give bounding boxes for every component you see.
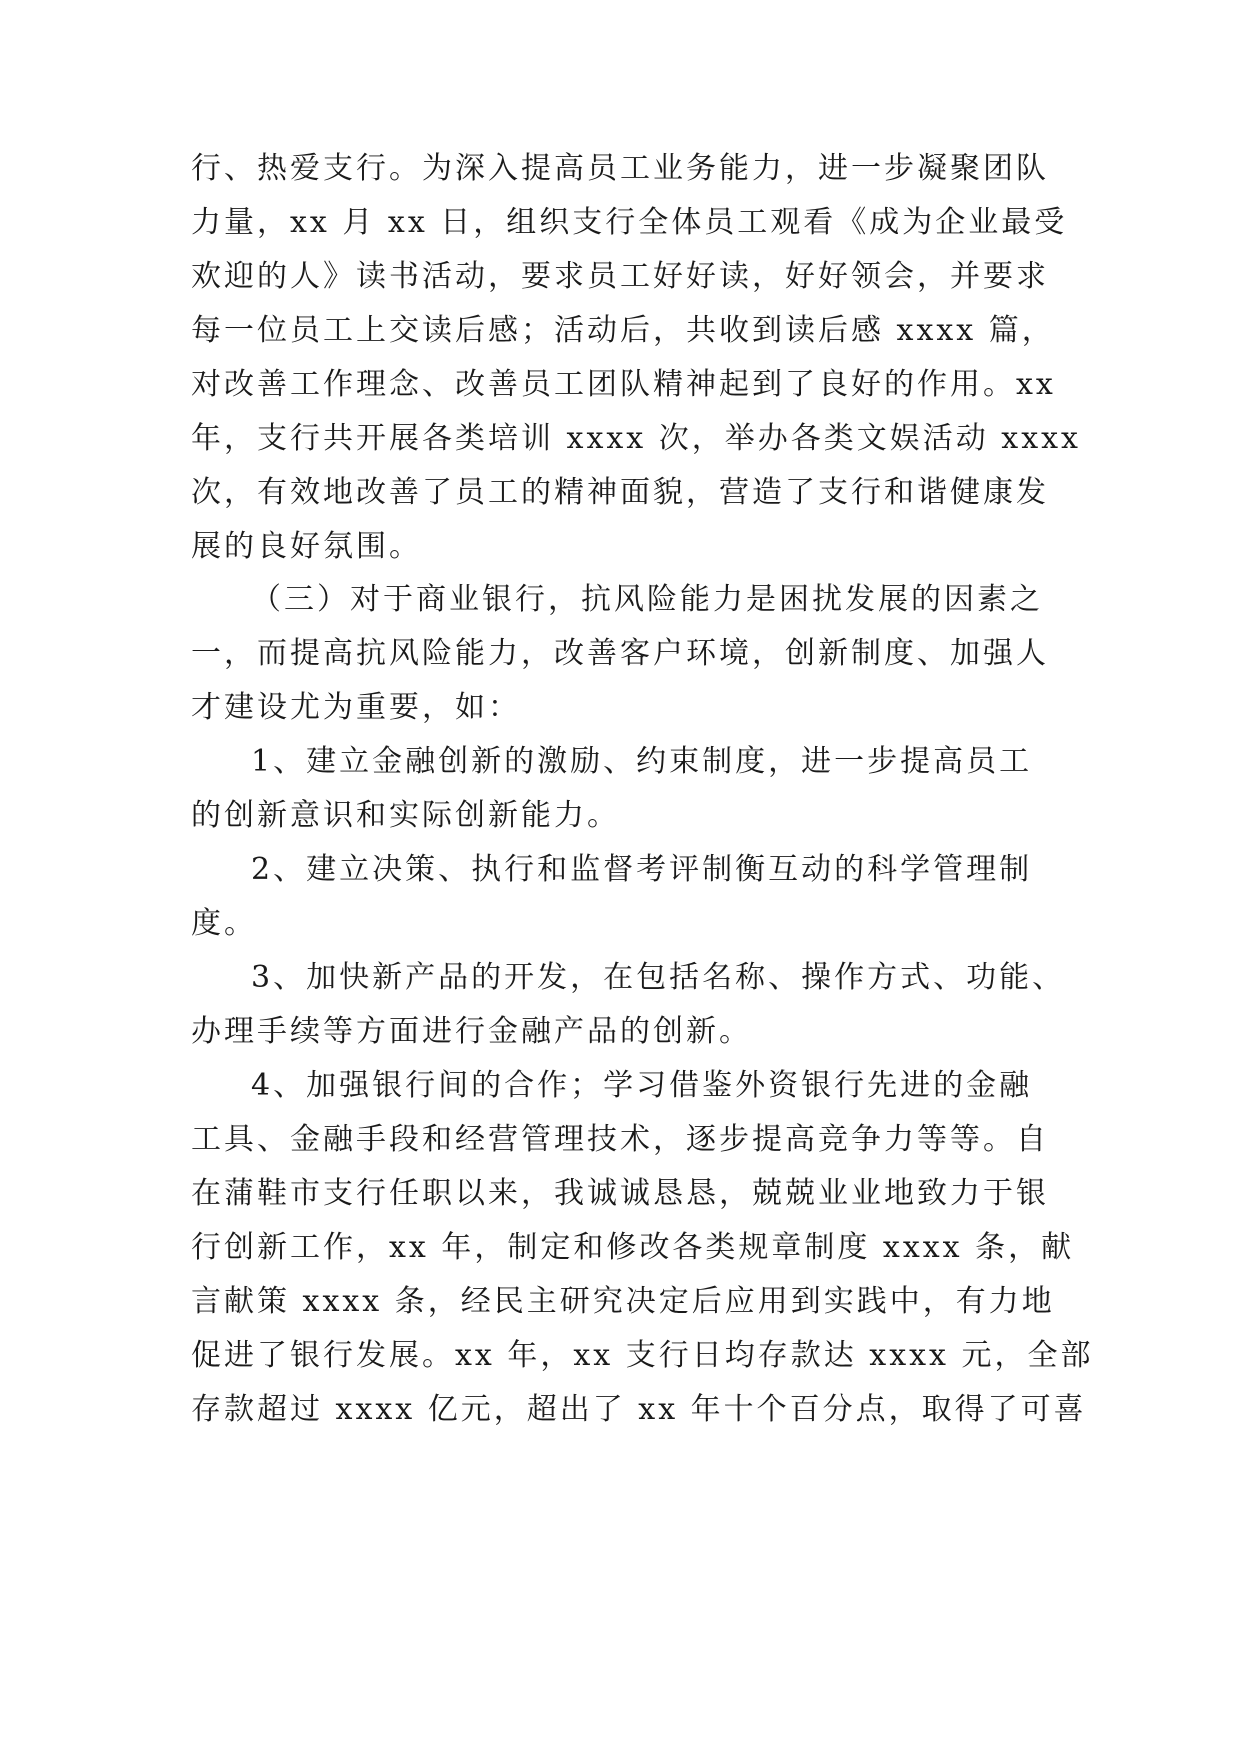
paragraph-line: 行创新工作，xx 年，制定和修改各类规章制度 xxxx 条，献 <box>191 1230 1075 1265</box>
paragraph-line: 对改善工作理念、改善员工团队精神起到了良好的作用。xx <box>191 367 1056 402</box>
paragraph-line: 才建设尤为重要，如： <box>191 690 521 725</box>
paragraph-line: 存款超过 xxxx 亿元，超出了 xx 年十个百分点，取得了可喜 <box>191 1392 1087 1427</box>
paragraph-line: 办理手续等方面进行金融产品的创新。 <box>191 1014 752 1049</box>
section-heading-line: （三）对于商业银行，抗风险能力是困扰发展的因素之 <box>251 582 1043 617</box>
list-item-4-line: 4、加强银行间的合作；学习借鉴外资银行先进的金融 <box>251 1068 1033 1103</box>
paragraph-line: 年，支行共开展各类培训 xxxx 次，举办各类文娱活动 xxxx <box>191 421 1081 456</box>
paragraph-line: 工具、金融手段和经营管理技术，逐步提高竞争力等等。自 <box>191 1122 1049 1157</box>
paragraph-line: 度。 <box>191 906 257 941</box>
paragraph-line: 的创新意识和实际创新能力。 <box>191 798 620 833</box>
paragraph-line: 一，而提高抗风险能力，改善客户环境，创新制度、加强人 <box>191 636 1049 671</box>
paragraph-line: 展的良好氛围。 <box>191 529 422 564</box>
list-item-3-line: 3、加快新产品的开发，在包括名称、操作方式、功能、 <box>251 960 1066 995</box>
list-item-1-line: 1、建立金融创新的激励、约束制度，进一步提高员工 <box>251 744 1033 779</box>
paragraph-line: 力量，xx 月 xx 日，组织支行全体员工观看《成为企业最受 <box>191 205 1068 240</box>
paragraph-line: 次，有效地改善了员工的精神面貌，营造了支行和谐健康发 <box>191 475 1049 510</box>
paragraph-line: 在蒲鞋市支行任职以来，我诚诚恳恳，兢兢业业地致力于银 <box>191 1176 1049 1211</box>
paragraph-line: 欢迎的人》读书活动，要求员工好好读，好好领会，并要求 <box>191 259 1049 294</box>
paragraph-line: 促进了银行发展。xx 年，xx 支行日均存款达 xxxx 元，全部 <box>191 1338 1094 1373</box>
paragraph-line: 每一位员工上交读后感；活动后，共收到读后感 xxxx 篇， <box>191 313 1055 348</box>
paragraph-line: 言献策 xxxx 条，经民主研究决定后应用到实践中，有力地 <box>191 1284 1055 1319</box>
list-item-2-line: 2、建立决策、执行和监督考评制衡互动的科学管理制 <box>251 852 1033 887</box>
paragraph-line: 行、热爱支行。为深入提高员工业务能力，进一步凝聚团队 <box>191 151 1049 186</box>
